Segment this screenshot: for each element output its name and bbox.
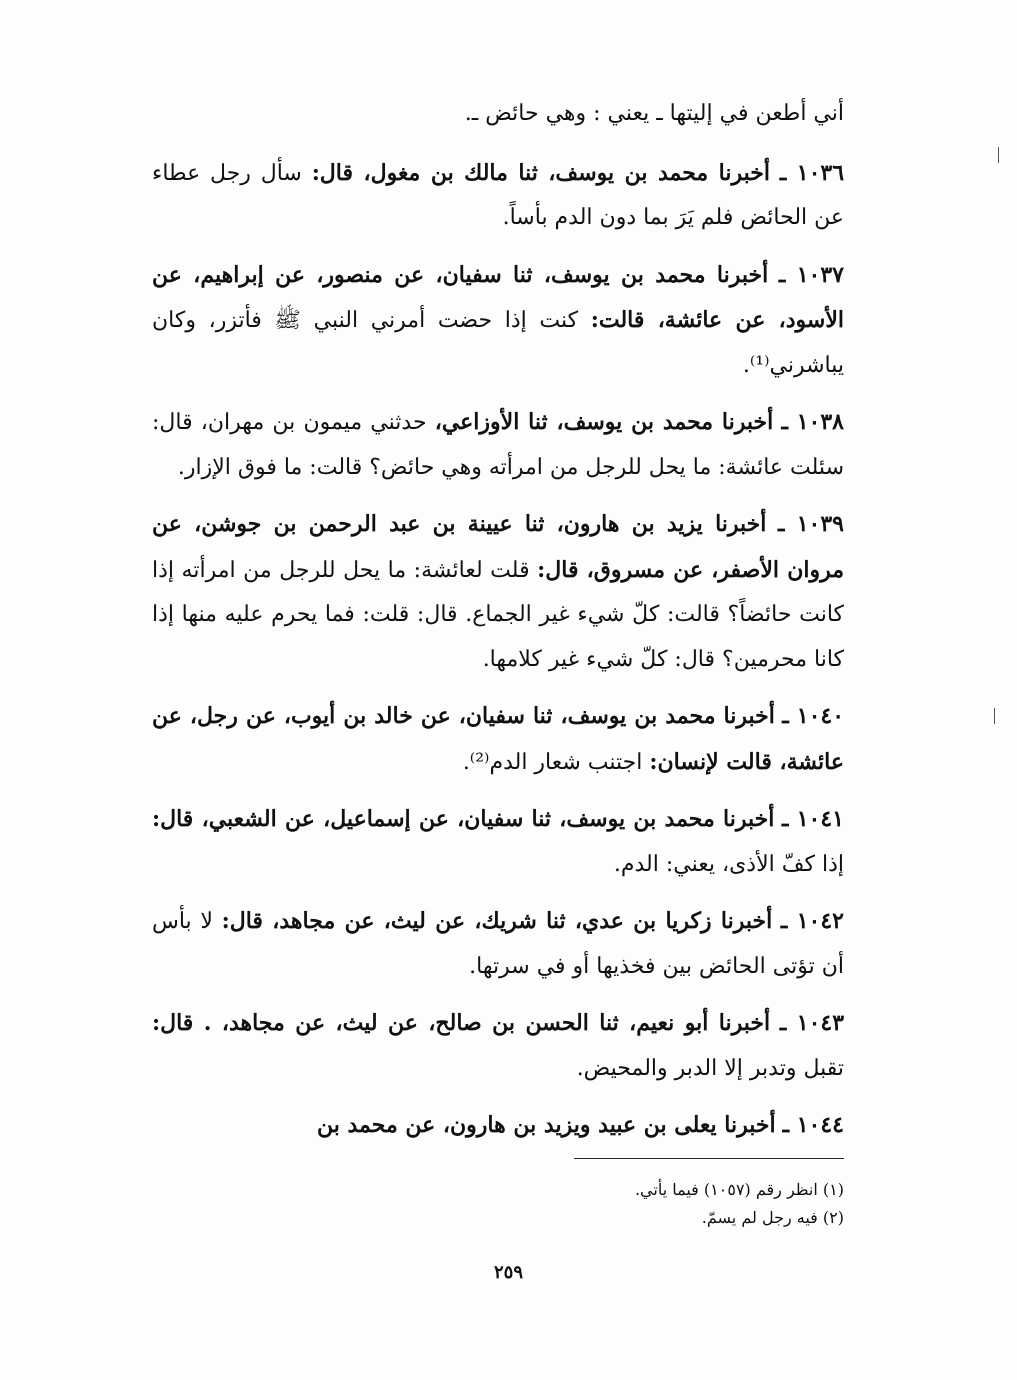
hadith-chain: أخبرنا يعلى بن عبيد ويزيد بن هارون، عن محمد بن (316, 1112, 776, 1138)
hadith-text: كنت إذا حضت أمرني النبي ﷺ فأتزر، وكان يباشرني⁽¹⁾. (152, 308, 844, 378)
scan-edge-mark (994, 708, 999, 724)
page-number: ٢٥٩ (493, 1262, 523, 1283)
hadith-text: تقبل وتدبر إلا الدبر والمحيض. (576, 1055, 844, 1081)
hadith-number: ١٠٤٣ ـ (779, 1010, 845, 1036)
hadith-1042 (152, 899, 844, 989)
hadith-number: ١٠٣٩ ـ (778, 511, 844, 537)
scan-edge-mark (998, 147, 1003, 163)
hadith-text: إذا كفّ الأذى، يعني: الدم. (613, 851, 844, 877)
hadith-chain: أخبرنا محمد بن يوسف، ثنا مالك بن مغول، قال: (311, 159, 770, 186)
hadith-1041 (152, 797, 844, 887)
hadith-chain: أخبرنا يزيد بن هارون، ثنا عيينة بن عبد الرحمن بن جوشن، عن مروان الأصفر، عن مسروق، قال: (152, 511, 845, 583)
hadith-number: ١٠٣٦ ـ (779, 159, 845, 186)
footnote-divider (574, 1158, 844, 1159)
hadith-chain: أخبرنا محمد بن يوسف، ثنا سفيان، عن إسماعيل، عن الشعبي، قال: (152, 806, 775, 832)
hadith-number: ١٠٤٤ ـ (782, 1112, 844, 1138)
hadith-1044 (152, 1103, 844, 1149)
footnote-2: (٢) فيه رجل لم يسمّ. (701, 1208, 844, 1227)
hadith-chain: أخبرنا محمد بن يوسف، ثنا الأوزاعي، (434, 409, 774, 435)
hadith-number: ١٠٣٨ ـ (781, 409, 844, 435)
hadith-number: ١٠٤٠ ـ (782, 703, 845, 729)
hadith-text: قلت لعائشة: ما يحل للرجل من امرأته إذا كانت حائضاً؟ قالت: كلّ شيء غير الجماع. قال: قلت: فما يحرم عليه منها إذا كانا محرمين؟ قال: كلّ شيء غير كلامها. (152, 557, 844, 672)
hadith-text: حدثني ميمون بن مهران، قال: سئلت عائشة: ما يحل للرجل من امرأته وهي حائض؟ قالت: ما فوق الإزار. (152, 410, 844, 480)
hadith-text: اجتنب شعار الدم⁽²⁾. (462, 749, 643, 775)
hadith-text: سأل رجل عطاء عن الحائض فلم يَرَ بما دون الدم بأساً. (152, 160, 844, 230)
hadith-1038 (152, 400, 844, 490)
footnote-1: (١) انظر رقم (١٠٥٧) فيما يأتي. (634, 1180, 844, 1199)
paragraph-continuation (152, 92, 844, 137)
hadith-1037 (152, 253, 844, 389)
hadith-1043 (152, 1001, 844, 1091)
main-text (152, 92, 844, 1161)
hadith-number: ١٠٣٧ ـ (778, 261, 844, 288)
hadith-number: ١٠٤١ ـ (782, 806, 844, 832)
paragraph-text: أني أطعن في إليتها ـ يعني : وهي حائض ـ. (464, 101, 844, 126)
hadith-chain: أخبرنا محمد بن يوسف، ثنا سفيان، عن خالد بن أيوب، عن رجل، عن عائشة، قالت لإنسان: (152, 703, 844, 775)
hadith-1036 (152, 151, 844, 241)
hadith-chain: أخبرنا زكريا بن عدي، ثنا شريك، عن ليث، عن مجاهد، قال: (221, 908, 773, 934)
hadith-chain: أخبرنا أبو نعيم، ثنا الحسن بن صالح، عن ليث، عن مجاهد، . قال: (152, 1010, 771, 1036)
hadith-number: ١٠٤٢ ـ (780, 908, 844, 934)
hadith-1039 (152, 502, 844, 682)
hadith-text: لا بأس أن تؤتى الحائض بين فخذيها أو في سرتها. (152, 909, 844, 979)
hadith-1040 (152, 694, 844, 785)
hadith-chain: أخبرنا محمد بن يوسف، ثنا سفيان، عن منصور، عن إبراهيم، عن الأسود، عن عائشة، قالت: (152, 261, 844, 333)
footnotes (152, 1176, 844, 1232)
